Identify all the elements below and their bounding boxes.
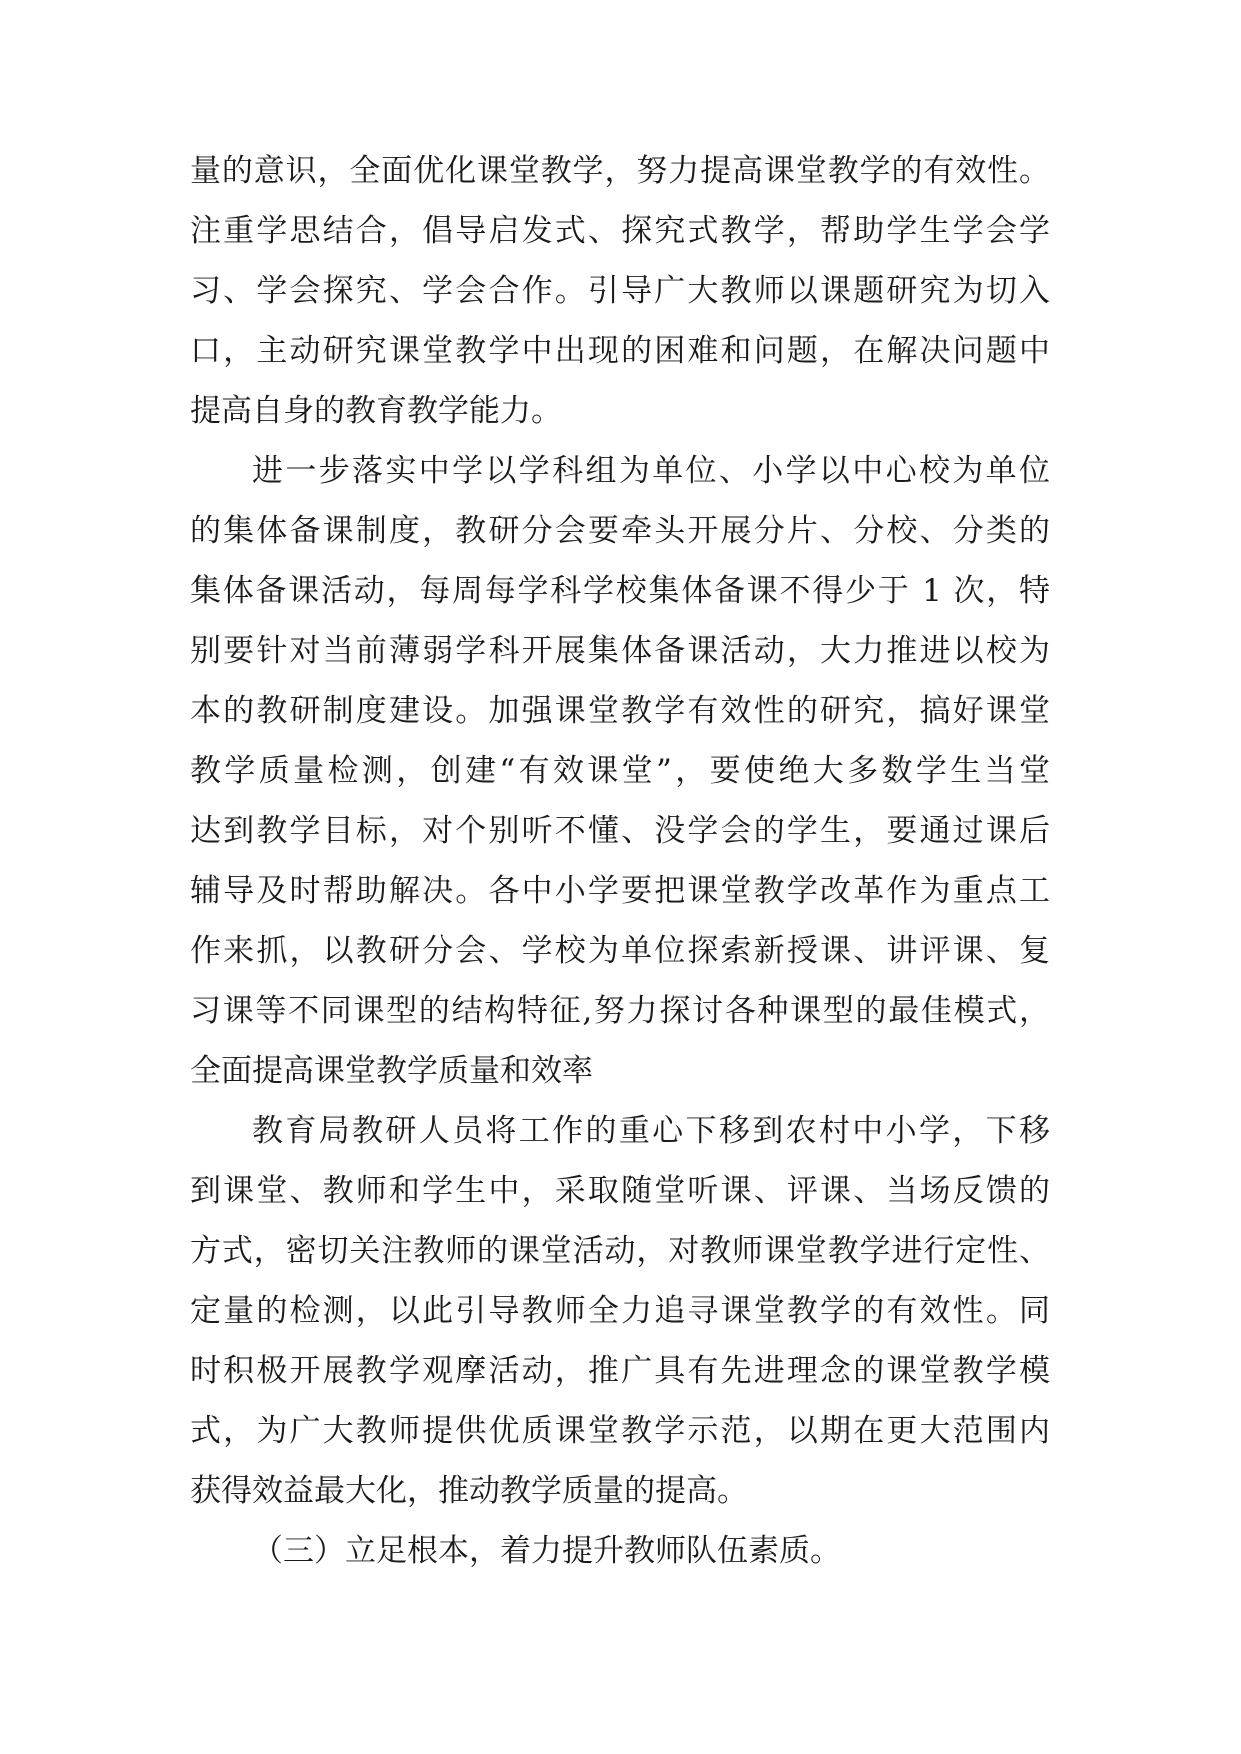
text-line: 时积极开展教学观摩活动，推广具有先进理念的课堂教学模 xyxy=(190,1353,1050,1389)
text-line: 到课堂、教师和学生中，采取随堂听课、评课、当场反馈的 xyxy=(190,1173,1050,1209)
text-line: 本的教研制度建设。加强课堂教学有效性的研究，搞好课堂 xyxy=(190,693,1050,729)
text-line: 教学质量检测，创建“有效课堂”，要使绝大多数学生当堂 xyxy=(190,753,1050,789)
paragraph-first-line: 教育局教研人员将工作的重心下移到农村中小学，下移 xyxy=(252,1113,1050,1149)
text-line: 定量的检测，以此引导教师全力追寻课堂教学的有效性。同 xyxy=(190,1293,1050,1329)
section-heading: （三）立足根本，着力提升教师队伍素质。 xyxy=(252,1533,841,1569)
text-line: 提高自身的教育教学能力。 xyxy=(190,393,562,429)
text-line: 的集体备课制度，教研分会要牵头开展分片、分校、分类的 xyxy=(190,513,1050,549)
text-line: 习、学会探究、学会合作。引导广大教师以课题研究为切入 xyxy=(190,273,1050,309)
paragraph-first-line: 进一步落实中学以学科组为单位、小学以中心校为单位 xyxy=(252,453,1050,489)
text-line: 集体备课活动，每周每学科学校集体备课不得少于 1 次，特 xyxy=(190,573,1050,609)
text-line: 作来抓，以教研分会、学校为单位探索新授课、讲评课、复 xyxy=(190,933,1050,969)
text-line: 别要针对当前薄弱学科开展集体备课活动，大力推进以校为 xyxy=(190,633,1050,669)
text-line: 注重学思结合，倡导启发式、探究式教学，帮助学生学会学 xyxy=(190,213,1050,249)
text-line: 口，主动研究课堂教学中出现的困难和问题，在解决问题中 xyxy=(190,333,1050,369)
text-line: 式，为广大教师提供优质课堂教学示范，以期在更大范围内 xyxy=(190,1413,1050,1449)
text-line: 全面提高课堂教学质量和效率 xyxy=(190,1053,593,1089)
text-line: 辅导及时帮助解决。各中小学要把课堂教学改革作为重点工 xyxy=(190,873,1050,909)
text-line: 习课等不同课型的结构特征,努力探讨各种课型的最佳模式， xyxy=(190,993,1050,1029)
text-line: 达到教学目标，对个别听不懂、没学会的学生，要通过课后 xyxy=(190,813,1050,849)
text-line: 获得效益最大化，推动教学质量的提高。 xyxy=(190,1473,748,1509)
text-line: 量的意识，全面优化课堂教学，努力提高课堂教学的有效性。 xyxy=(190,153,1050,189)
text-line: 方式，密切关注教师的课堂活动，对教师课堂教学进行定性、 xyxy=(190,1233,1050,1269)
